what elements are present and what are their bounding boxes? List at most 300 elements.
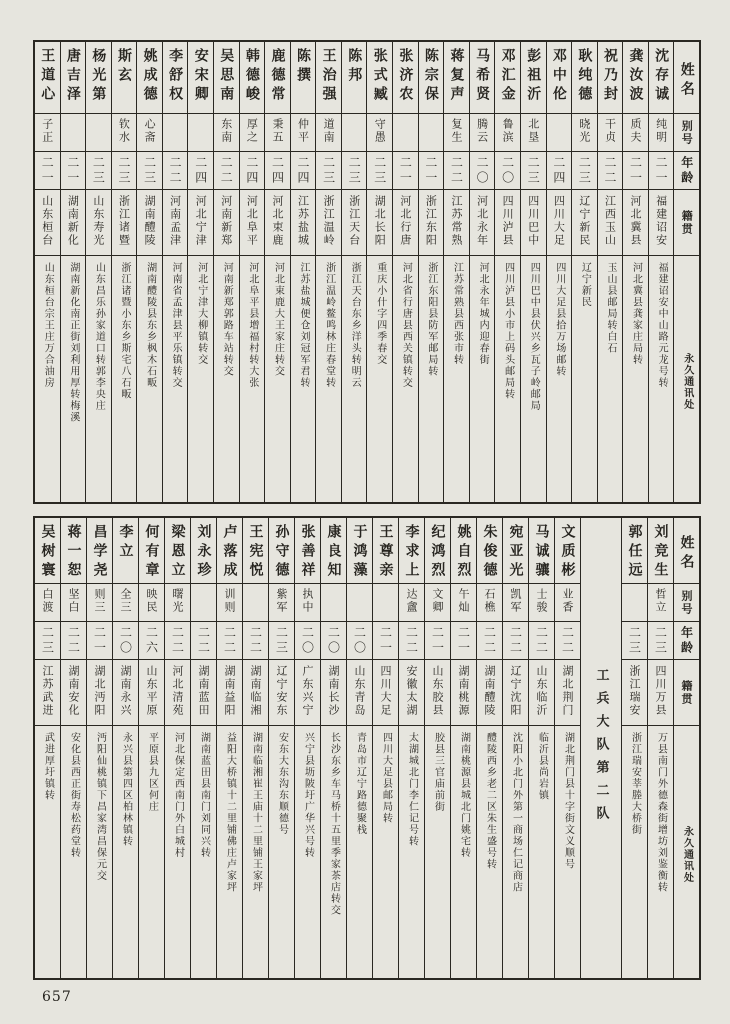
- person-age: 二〇: [326, 625, 341, 656]
- person-alias: 子正: [40, 118, 54, 144]
- person-age: 二一: [92, 625, 107, 656]
- person-name-cell: [367, 42, 392, 114]
- header-origin-label: 籍贯: [680, 679, 693, 706]
- person-age: 二二: [560, 625, 575, 656]
- person-address-cell: [425, 726, 450, 978]
- person-column: [164, 518, 190, 978]
- person-column: [346, 518, 372, 978]
- person-age-cell: [214, 152, 239, 190]
- person-alias-cell: [393, 114, 418, 152]
- person-age: 二三: [653, 625, 668, 656]
- person-address: 临沂县尚岩镇: [536, 732, 548, 801]
- person-alias-cell: [165, 584, 190, 622]
- person-name-cell: [86, 42, 111, 114]
- person-name: 蒋复声: [448, 48, 465, 105]
- person-name-cell: [529, 518, 554, 584]
- person-alias-cell: [214, 114, 239, 152]
- person-age: 二二: [66, 625, 81, 656]
- person-name-cell: [393, 42, 418, 114]
- header-column: [673, 42, 699, 502]
- person-alias-cell: [163, 114, 188, 152]
- person-origin-cell: [495, 190, 520, 256]
- person-address: 浙江诸暨小东乡斯宅八石畈: [118, 262, 130, 400]
- person-origin: 浙江诸暨: [117, 195, 131, 247]
- person-alias: 晓光: [577, 118, 591, 144]
- person-alias-cell: [113, 584, 138, 622]
- person-address-cell: [243, 726, 268, 978]
- person-address: 四川大足县拾万场邮转: [553, 262, 565, 377]
- person-name-cell: [373, 518, 398, 584]
- person-column: [320, 518, 346, 978]
- person-name-cell: [316, 42, 341, 114]
- person-address-cell: [649, 256, 674, 502]
- person-origin: 河北阜平: [245, 195, 259, 247]
- person-age: 二二: [196, 625, 211, 656]
- person-alias-cell: [555, 584, 580, 622]
- person-name-cell: [347, 518, 372, 584]
- person-origin: 湖北荆门: [561, 665, 574, 717]
- person-origin-cell: [342, 190, 367, 256]
- person-origin-cell: [163, 190, 188, 256]
- person-alias: 钦水: [117, 118, 131, 144]
- person-address-cell: [191, 726, 216, 978]
- person-name: 朱俊德: [481, 524, 498, 581]
- person-alias-cell: [191, 584, 216, 622]
- person-name-cell: [425, 518, 450, 584]
- person-age-cell: [648, 622, 673, 660]
- unit-divider-cell: [581, 518, 621, 978]
- person-age: 二三: [526, 155, 541, 186]
- person-origin: 河北行唐: [398, 195, 412, 247]
- person-alias: 质夫: [629, 118, 643, 144]
- person-name: 张济农: [397, 48, 414, 105]
- unit-divider-label: 工兵大队第二队: [593, 667, 609, 829]
- person-alias-cell: [649, 114, 674, 152]
- person-column: [213, 42, 239, 502]
- person-name: 陈宗保: [422, 48, 439, 105]
- person-age: 二二: [248, 625, 263, 656]
- person-name-cell: [61, 42, 86, 114]
- person-address: 益阳大桥镇十二里铺佛庄卢家坪: [224, 732, 236, 893]
- person-name-cell: [113, 518, 138, 584]
- header-origin-cell: [674, 190, 699, 256]
- person-origin: 山东寿光: [91, 195, 105, 247]
- person-origin: 浙江瑞安: [628, 665, 641, 717]
- person-alias-cell: [87, 584, 112, 622]
- person-alias-cell: [521, 114, 546, 152]
- person-age: 二四: [244, 155, 259, 186]
- person-origin: 辽宁新民: [577, 195, 591, 247]
- person-age-cell: [347, 622, 372, 660]
- person-column: [86, 518, 112, 978]
- person-column: [290, 42, 316, 502]
- person-address-cell: [529, 726, 554, 978]
- person-origin: 湖北长阳: [373, 195, 387, 247]
- person-alias-cell: [547, 114, 572, 152]
- person-name-cell: [291, 42, 316, 114]
- person-origin-cell: [35, 660, 60, 726]
- person-address: 四川泸县小市上码头邮局转: [502, 262, 514, 400]
- person-origin-cell: [137, 190, 162, 256]
- person-address-cell: [163, 256, 188, 502]
- person-address-cell: [137, 256, 162, 502]
- person-column: [392, 42, 418, 502]
- person-origin: 江西玉山: [603, 195, 617, 247]
- person-address-cell: [35, 726, 60, 978]
- person-column: [190, 518, 216, 978]
- person-age-cell: [86, 152, 111, 190]
- person-address: 湖南醴陵县东乡枫木石畈: [144, 262, 156, 389]
- person-address-cell: [451, 726, 476, 978]
- person-name-cell: [477, 518, 502, 584]
- person-alias: 复生: [450, 118, 463, 144]
- person-alias-cell: [316, 114, 341, 152]
- person-column: [60, 42, 86, 502]
- person-age: 二一: [40, 155, 55, 186]
- person-origin-cell: [572, 190, 597, 256]
- person-column: [264, 42, 290, 502]
- person-alias-cell: [61, 584, 86, 622]
- person-address: 河北保定西南门外白城村: [172, 732, 184, 859]
- person-origin: 湖南益阳: [223, 665, 236, 717]
- person-name-cell: [137, 42, 162, 114]
- person-column: [398, 518, 424, 978]
- person-address: 胶县三官庙前街: [432, 732, 444, 813]
- person-address: 太湖城北门李仁记号转: [406, 732, 418, 847]
- person-age: 二二: [170, 625, 185, 656]
- person-name: 彭祖沂: [525, 48, 542, 105]
- person-alias-cell: [321, 584, 346, 622]
- person-name: 吴思南: [218, 48, 235, 105]
- person-column: [648, 42, 674, 502]
- person-origin: 浙江天台: [347, 195, 361, 247]
- person-age: 二〇: [300, 625, 315, 656]
- person-age-cell: [393, 152, 418, 190]
- person-age-cell: [555, 622, 580, 660]
- person-column: [111, 42, 137, 502]
- person-origin: 山东桓台: [40, 195, 54, 247]
- person-origin: 广东兴宁: [301, 665, 314, 717]
- person-age: 二一: [456, 625, 471, 656]
- person-alias: 纯明: [654, 118, 668, 144]
- person-age-cell: [243, 622, 268, 660]
- person-origin-cell: [87, 660, 112, 726]
- person-name: 康良知: [325, 524, 342, 581]
- person-address-cell: [269, 726, 294, 978]
- person-column: [621, 518, 647, 978]
- person-age: 二二: [168, 155, 183, 186]
- person-age: 二三: [116, 155, 131, 186]
- person-address: 长沙东乡车马桥十五里季家茶店转交: [328, 732, 340, 916]
- person-origin: 江苏武进: [41, 665, 54, 717]
- person-name: 邓中伦: [550, 48, 567, 105]
- person-name-cell: [495, 42, 520, 114]
- person-origin: 湖北沔阳: [93, 665, 106, 717]
- person-name: 陈邦: [346, 48, 363, 86]
- person-alias-cell: [35, 114, 60, 152]
- header-address-label: 永久通讯处: [681, 826, 693, 884]
- header-alias-cell: [674, 114, 699, 152]
- person-address-cell: [321, 726, 346, 978]
- person-address-cell: [419, 256, 444, 502]
- person-alias: 守愚: [373, 118, 387, 144]
- header-address-label: 永久通讯处: [681, 353, 693, 411]
- header-column: [673, 518, 699, 978]
- person-address: 河北阜平县增福村转大张: [246, 262, 258, 389]
- person-column: [294, 518, 320, 978]
- person-address-cell: [316, 256, 341, 502]
- person-address-cell: [572, 256, 597, 502]
- person-alias-cell: [61, 114, 86, 152]
- person-origin: 安徽太湖: [405, 665, 418, 717]
- person-origin: 湖南长沙: [327, 665, 340, 717]
- person-address-cell: [86, 256, 111, 502]
- person-origin: 山东平原: [145, 665, 158, 717]
- person-column: [268, 518, 294, 978]
- header-alias-cell: [674, 584, 699, 622]
- person-alias: 东南: [219, 118, 233, 144]
- person-alias-cell: [217, 584, 242, 622]
- person-address-cell: [495, 256, 520, 502]
- person-address-cell: [547, 256, 572, 502]
- person-age-cell: [321, 622, 346, 660]
- person-origin-cell: [529, 660, 554, 726]
- person-origin-cell: [425, 660, 450, 726]
- person-name: 文质彬: [559, 524, 576, 581]
- person-age: 二二: [219, 155, 234, 186]
- person-origin-cell: [555, 660, 580, 726]
- person-origin-cell: [503, 660, 528, 726]
- person-column: [60, 518, 86, 978]
- person-age-cell: [61, 152, 86, 190]
- person-name: 李求上: [403, 524, 420, 581]
- person-alias-cell: [342, 114, 367, 152]
- person-name-cell: [240, 42, 265, 114]
- header-age-cell: [674, 152, 699, 190]
- person-origin-cell: [191, 660, 216, 726]
- person-name: 陈撰: [295, 48, 312, 86]
- person-age: 二三: [347, 155, 362, 186]
- person-column: [136, 42, 162, 502]
- person-origin-cell: [243, 660, 268, 726]
- person-origin-cell: [316, 190, 341, 256]
- person-age: 二二: [508, 625, 523, 656]
- person-column: [138, 518, 164, 978]
- person-address-cell: [35, 256, 60, 502]
- person-address-cell: [113, 726, 138, 978]
- person-name: 唐吉泽: [64, 48, 81, 105]
- person-name-cell: [188, 42, 213, 114]
- person-name: 姚自烈: [455, 524, 472, 581]
- person-name: 姚成德: [141, 48, 158, 105]
- person-origin: 河北永年: [475, 195, 489, 247]
- person-address: 平原县九区何庄: [146, 732, 158, 813]
- person-name-cell: [87, 518, 112, 584]
- person-name: 吴树寰: [39, 524, 56, 581]
- person-name-cell: [139, 518, 164, 584]
- person-address: 湖北荆门县十字街文义顺号: [562, 732, 574, 870]
- person-column: [494, 42, 520, 502]
- person-alias: 石樵: [483, 588, 496, 614]
- person-alias-cell: [622, 584, 647, 622]
- person-column: [443, 42, 469, 502]
- person-age: 二〇: [118, 625, 133, 656]
- person-column: [546, 42, 572, 502]
- person-alias-cell: [529, 584, 554, 622]
- person-address-cell: [165, 726, 190, 978]
- person-age-cell: [265, 152, 290, 190]
- person-age: 二〇: [475, 155, 490, 186]
- person-address: 河南新郑郭路车站转交: [221, 262, 233, 377]
- person-age-cell: [87, 622, 112, 660]
- person-age: 二一: [628, 155, 643, 186]
- person-age: 二一: [654, 155, 669, 186]
- person-origin: 湖南安化: [67, 665, 80, 717]
- person-name: 祝乃封: [601, 48, 618, 105]
- person-origin-cell: [240, 190, 265, 256]
- person-name: 李舒权: [167, 48, 184, 105]
- person-address: 浙江瑞安莘塍大桥街: [629, 732, 641, 836]
- person-age: 二二: [482, 625, 497, 656]
- person-origin-cell: [347, 660, 372, 726]
- person-age-cell: [295, 622, 320, 660]
- person-column: [554, 518, 580, 978]
- person-name-cell: [191, 518, 216, 584]
- person-origin-cell: [188, 190, 213, 256]
- person-name: 纪鸿烈: [429, 524, 446, 581]
- person-address-cell: [139, 726, 164, 978]
- person-origin-cell: [112, 190, 137, 256]
- person-address: 江苏常熟县西张市转: [451, 262, 463, 366]
- person-name: 于鸿藻: [351, 524, 368, 581]
- person-column: [372, 518, 398, 978]
- person-age-cell: [598, 152, 623, 190]
- person-address: 万县南门外德森街增坊刘鉴衡转: [655, 732, 667, 893]
- person-address: 辽宁新民: [579, 262, 591, 308]
- person-alias: 道南: [322, 118, 336, 144]
- person-origin: 辽宁安东: [275, 665, 288, 717]
- person-name-cell: [622, 518, 647, 584]
- person-alias-cell: [86, 114, 111, 152]
- person-age: 二〇: [352, 625, 367, 656]
- person-alias: 紫军: [275, 588, 288, 614]
- person-column: [622, 42, 648, 502]
- person-alias-cell: [291, 114, 316, 152]
- person-address: 浙江天台东乡洋头转明云: [349, 262, 361, 389]
- header-age-cell: [674, 622, 699, 660]
- person-name: 刘永珍: [195, 524, 212, 581]
- person-origin-cell: [399, 660, 424, 726]
- person-address-cell: [444, 256, 469, 502]
- person-name-cell: [470, 42, 495, 114]
- person-age-cell: [623, 152, 648, 190]
- person-name: 安宋卿: [192, 48, 209, 105]
- person-name-cell: [555, 518, 580, 584]
- person-origin-cell: [217, 660, 242, 726]
- person-column: [520, 42, 546, 502]
- person-address-cell: [112, 256, 137, 502]
- person-age: 二三: [91, 155, 106, 186]
- person-name: 邓汇金: [499, 48, 516, 105]
- person-name-cell: [165, 518, 190, 584]
- person-address: 湖南临湘崔王庙十二里铺王家坪: [250, 732, 262, 893]
- person-address-cell: [470, 256, 495, 502]
- person-address-cell: [87, 726, 112, 978]
- person-alias-cell: [35, 584, 60, 622]
- person-column: [366, 42, 392, 502]
- person-name-cell: [572, 42, 597, 114]
- person-alias-cell: [188, 114, 213, 152]
- person-alias: 凯军: [509, 588, 522, 614]
- header-name-label: 姓名: [678, 61, 695, 100]
- person-name: 斯玄: [115, 48, 132, 86]
- person-age-cell: [163, 152, 188, 190]
- person-name-cell: [35, 42, 60, 114]
- person-age: 二一: [65, 155, 80, 186]
- person-age-cell: [137, 152, 162, 190]
- person-alias: 干贞: [603, 118, 617, 144]
- person-name-cell: [295, 518, 320, 584]
- person-age: 二一: [398, 155, 413, 186]
- person-age-cell: [61, 622, 86, 660]
- person-origin-cell: [649, 190, 674, 256]
- person-origin-cell: [269, 660, 294, 726]
- person-column: [35, 518, 60, 978]
- person-column: [424, 518, 450, 978]
- person-column: [476, 518, 502, 978]
- person-address: 安东大东沟东顺德号: [276, 732, 288, 836]
- person-name-cell: [214, 42, 239, 114]
- person-alias: 训则: [223, 588, 236, 614]
- person-alias: 哲立: [654, 588, 667, 614]
- header-name-label: 姓名: [678, 534, 695, 573]
- person-address-cell: [291, 256, 316, 502]
- person-age-cell: [622, 622, 647, 660]
- person-address-cell: [393, 256, 418, 502]
- person-column: [187, 42, 213, 502]
- person-age: 二四: [270, 155, 285, 186]
- person-age-cell: [477, 622, 502, 660]
- person-age-cell: [35, 152, 60, 190]
- person-origin-cell: [291, 190, 316, 256]
- person-address: 兴宁县坜陂圩广华兴号转: [302, 732, 314, 859]
- person-origin: 河北束鹿: [270, 195, 284, 247]
- person-origin-cell: [61, 190, 86, 256]
- person-address: 武进厚圩镇转: [42, 732, 54, 801]
- person-address-cell: [373, 726, 398, 978]
- person-name-cell: [163, 42, 188, 114]
- person-address: 湖南桃源县城北门姚宅转: [458, 732, 470, 859]
- person-age-cell: [217, 622, 242, 660]
- person-address: 湖南蓝田县南门刘同兴转: [198, 732, 210, 859]
- roster-table-upper: [33, 40, 701, 504]
- person-name: 耿纯德: [576, 48, 593, 105]
- person-name: 孙守德: [273, 524, 290, 581]
- person-origin: 山东青岛: [353, 665, 366, 717]
- person-alias-cell: [572, 114, 597, 152]
- person-name: 龚汝波: [627, 48, 644, 105]
- person-alias: 曙光: [171, 588, 184, 614]
- person-column: [341, 42, 367, 502]
- person-origin-cell: [86, 190, 111, 256]
- person-age: 二三: [577, 155, 592, 186]
- person-age: 二三: [274, 625, 289, 656]
- person-name: 杨光第: [90, 48, 107, 105]
- person-address-cell: [295, 726, 320, 978]
- person-origin-cell: [367, 190, 392, 256]
- person-address-cell: [555, 726, 580, 978]
- person-address-cell: [477, 726, 502, 978]
